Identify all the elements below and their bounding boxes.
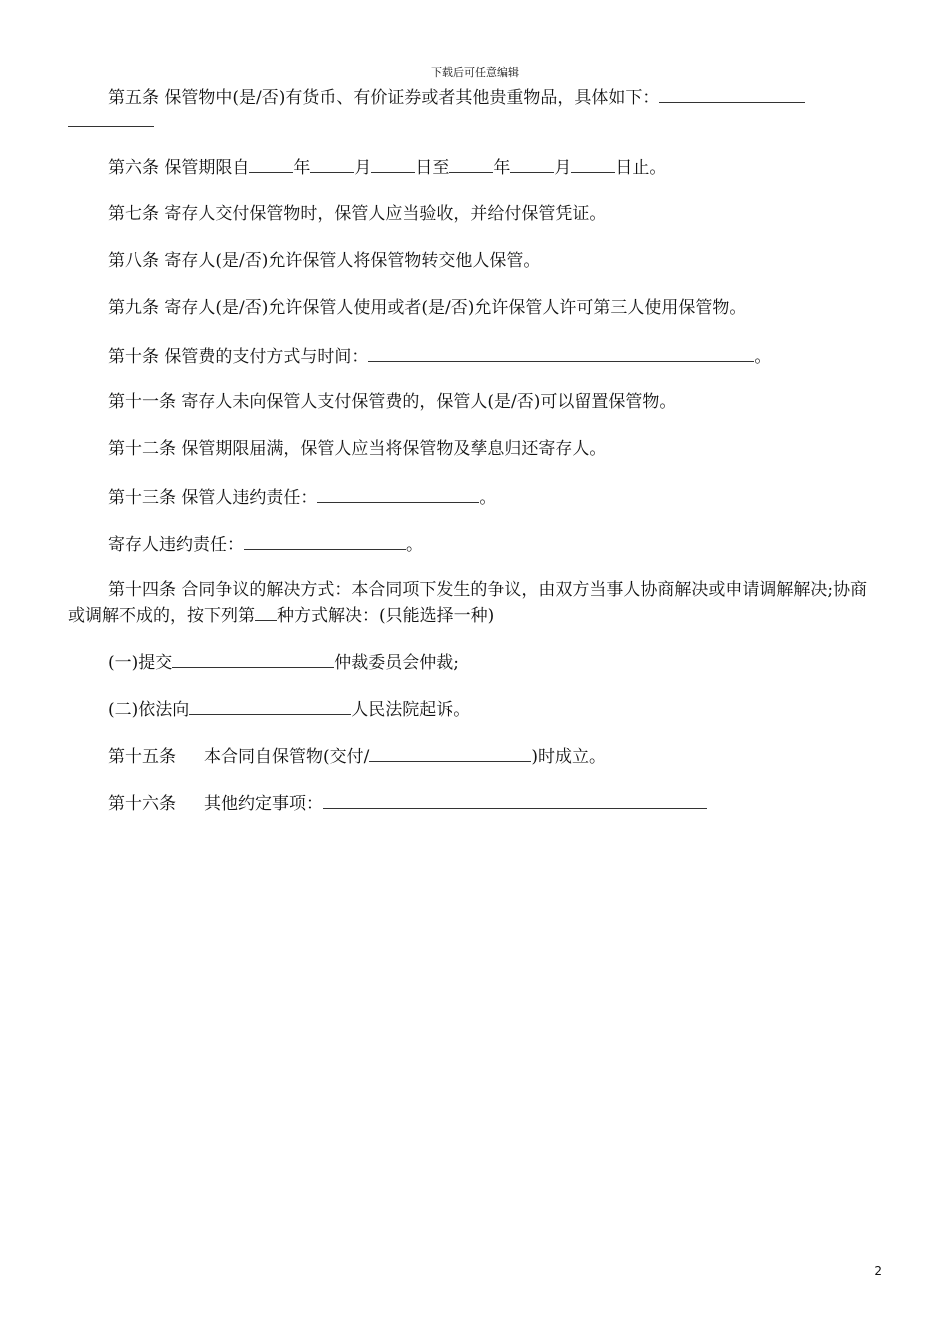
option-2-end: 人民法院起诉。 — [351, 700, 471, 720]
depositor-liability — [68, 531, 884, 557]
clause-8-label: 第八条 — [108, 251, 159, 271]
depositor-liability-end: 。 — [406, 535, 423, 555]
clause-13 — [68, 484, 884, 510]
clause-8 — [68, 249, 884, 273]
clause-13-end: 。 — [479, 488, 497, 508]
clause-7 — [68, 202, 884, 226]
clause-14-text-2: 种方式解决：(只能选择一种) — [277, 606, 495, 626]
clause-13-label: 第十三条 — [108, 488, 176, 508]
clause-5 — [68, 84, 884, 110]
clause-5-blank-2[interactable] — [68, 108, 154, 127]
clause-8-text: 寄存人(是/否)允许保管人将保管物转交他人保管。 — [164, 251, 541, 271]
clause-13-text: 保管人违约责任： — [181, 488, 318, 508]
clause-15 — [68, 743, 884, 769]
clause-5-text: 保管物中(是/否)有货币、有价证券或者其他贵重物品，具体如下： — [164, 88, 660, 108]
clause-14-text: 合同争议的解决方式：本合同项下发生的争议，由双方当事人协商解决或申请调解解决;协商或调解不成的，按下列第 — [68, 580, 868, 626]
clause-12-label: 第十二条 — [108, 439, 176, 459]
clause-7-label: 第七条 — [108, 204, 159, 224]
clause-6-year-2: 年 — [493, 158, 511, 178]
depositor-liability-blank[interactable] — [244, 531, 406, 550]
clause-6 — [68, 154, 884, 180]
formation-condition-blank[interactable] — [369, 743, 531, 762]
option-litigation — [68, 696, 884, 722]
clause-6-year: 年 — [293, 158, 311, 178]
clause-10-label: 第十条 — [108, 347, 159, 367]
clause-5-continued — [68, 108, 884, 134]
clause-14 — [68, 578, 884, 628]
other-matters-blank[interactable] — [323, 790, 707, 809]
clause-11 — [68, 390, 884, 414]
clause-9-text: 寄存人(是/否)允许保管人使用或者(是/否)允许保管人许可第三人使用保管物。 — [164, 298, 747, 318]
clause-16-label: 第十六条 — [108, 794, 176, 814]
clause-10-end: 。 — [754, 347, 772, 367]
clause-5-label: 第五条 — [108, 88, 159, 108]
clause-7-text: 寄存人交付保管物时，保管人应当验收，并给付保管凭证。 — [164, 204, 607, 224]
clause-15-start: 本合同自保管物(交付/ — [204, 747, 370, 767]
clause-10 — [68, 343, 884, 369]
option-2-start: (二)依法向 — [108, 700, 190, 720]
clause-14-label: 第十四条 — [108, 580, 176, 600]
clause-11-label: 第十一条 — [108, 392, 176, 412]
clause-10-text: 保管费的支付方式与时间： — [164, 347, 369, 367]
clause-6-month: 月 — [354, 158, 372, 178]
court-blank[interactable] — [189, 696, 351, 715]
payment-method-blank[interactable] — [368, 343, 754, 362]
clause-12-text: 保管期限届满，保管人应当将保管物及孳息归还寄存人。 — [181, 439, 607, 459]
option-1-start: (一)提交 — [108, 653, 173, 673]
method-choice-blank[interactable] — [255, 602, 277, 621]
clause-15-end: )时成立。 — [531, 747, 607, 767]
end-year-blank[interactable] — [449, 154, 493, 173]
end-month-blank[interactable] — [510, 154, 554, 173]
keeper-liability-blank[interactable] — [317, 484, 479, 503]
clause-6-label: 第六条 — [108, 158, 159, 178]
clause-16 — [68, 790, 884, 816]
clause-6-start: 保管期限自 — [164, 158, 250, 178]
depositor-liability-text: 寄存人违约责任： — [108, 535, 244, 555]
arbitration-committee-blank[interactable] — [172, 649, 334, 668]
clause-6-month-2: 月 — [554, 158, 572, 178]
clause-9 — [68, 296, 884, 320]
start-day-blank[interactable] — [371, 154, 415, 173]
start-year-blank[interactable] — [249, 154, 293, 173]
end-day-blank[interactable] — [571, 154, 615, 173]
clause-6-day-to: 日至 — [415, 158, 450, 178]
clause-12 — [68, 437, 884, 461]
clause-11-text: 寄存人未向保管人支付保管费的，保管人(是/否)可以留置保管物。 — [181, 392, 677, 412]
start-month-blank[interactable] — [310, 154, 354, 173]
clause-9-label: 第九条 — [108, 298, 159, 318]
clause-15-label: 第十五条 — [108, 747, 176, 767]
clause-6-day-end: 日止。 — [615, 158, 667, 178]
page-number: 2 — [874, 1264, 882, 1278]
clause-16-text: 其他约定事项： — [204, 794, 323, 814]
clause-5-blank[interactable] — [659, 84, 805, 103]
option-arbitration — [68, 649, 884, 675]
option-1-end: 仲裁委员会仲裁; — [334, 653, 459, 673]
header-note: 下载后可任意编辑 — [431, 66, 519, 79]
